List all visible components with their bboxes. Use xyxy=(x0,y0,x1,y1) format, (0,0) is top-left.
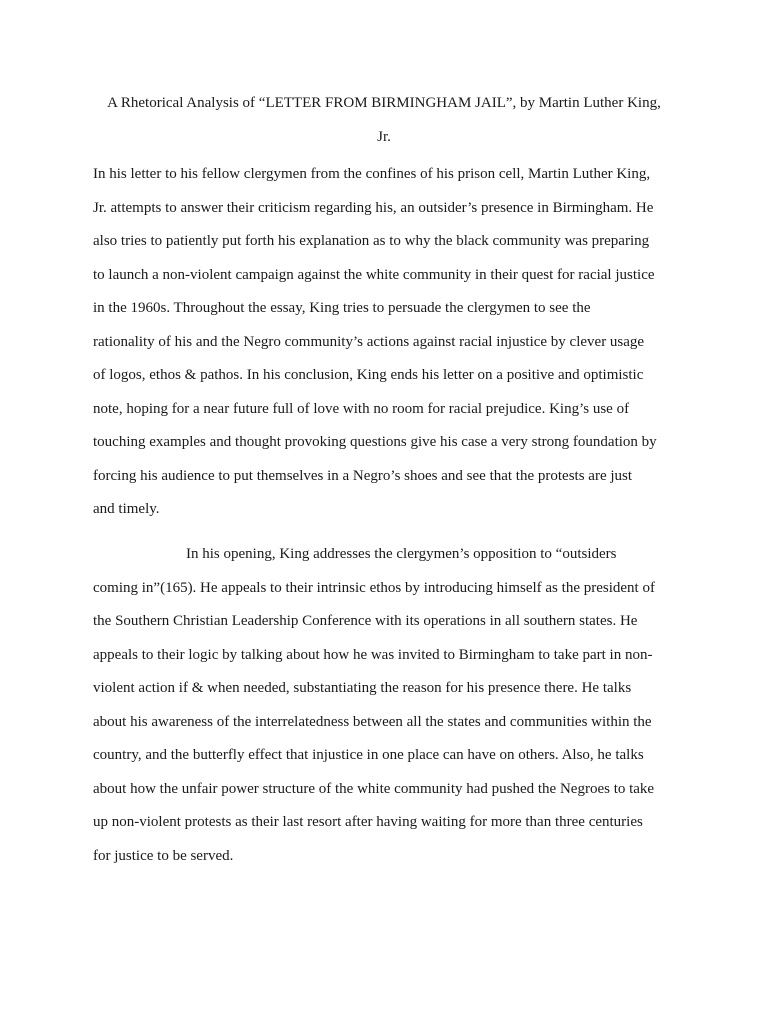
text-line: note, hoping for a near future full of love with no room for racial prejudice. King’s use of xyxy=(93,400,630,417)
document-title xyxy=(93,86,675,154)
text-line: In his letter to his fellow clergymen from the confines of his prison cell, Martin Luther King, xyxy=(93,166,651,182)
text-line: the Southern Christian Leadership Conference with its operations in all southern states. He xyxy=(93,613,638,629)
text-line: to launch a non-violent campaign against the white community in their quest for racial justice xyxy=(93,266,655,283)
text-line: of logos, ethos & pathos. In his conclusion, King ends his letter on a positive and optimistic xyxy=(93,367,644,383)
text-line: touching examples and thought provoking questions give his case a very strong foundation by xyxy=(93,434,657,450)
text-line: forcing his audience to put themselves in a Negro’s shoes and see that the protests are just xyxy=(93,467,633,484)
paragraph-introduction xyxy=(93,158,677,527)
title-line: A Rhetorical Analysis of “LETTER FROM BIRMINGHAM JAIL”, by Martin Luther King, xyxy=(107,95,661,111)
text-line: rationality of his and the Negro community’s actions against racial injustice by clever usage xyxy=(93,333,645,350)
title-line: Jr. xyxy=(377,129,391,145)
text-line: In his opening, King addresses the clergymen’s opposition to “outsiders xyxy=(186,546,617,562)
text-line: for justice to be served. xyxy=(93,847,234,864)
text-line: about his awareness of the interrelatedness between all the states and communities within the xyxy=(93,713,652,730)
text-line: about how the unfair power structure of the white community had pushed the Negroes to take xyxy=(93,780,655,797)
text-line: country, and the butterfly effect that injustice in one place can have on others. Also, he talks xyxy=(93,747,644,763)
text-line: Jr. attempts to answer their criticism regarding his, an outsider’s presence in Birmingham. He xyxy=(93,199,654,216)
text-line: also tries to patiently put forth his explanation as to why the black community was preparing xyxy=(93,233,650,249)
text-line: violent action if & when needed, substantiating the reason for his presence there. He talks xyxy=(93,680,632,696)
paragraph-opening-analysis xyxy=(93,538,677,873)
text-line: appeals to their logic by talking about how he was invited to Birmingham to take part in non- xyxy=(93,646,653,663)
text-line: coming in”(165). He appeals to their intrinsic ethos by introducing himself as the president of xyxy=(93,579,655,596)
text-line: up non-violent protests as their last resort after having waiting for more than three centuries xyxy=(93,814,643,830)
text-line: and timely. xyxy=(93,501,160,517)
text-line: in the 1960s. Throughout the essay, King tries to persuade the clergymen to see the xyxy=(93,300,591,316)
